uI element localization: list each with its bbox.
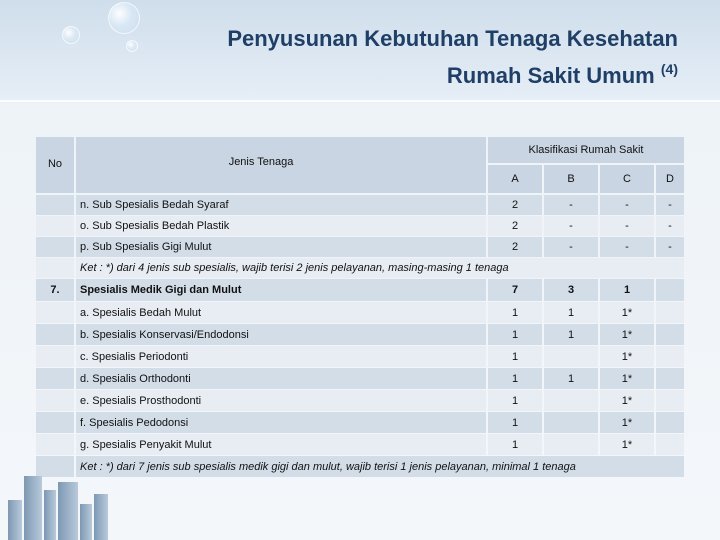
cell-no: [36, 258, 74, 278]
cell-c: -: [600, 237, 654, 257]
cell-d: [656, 434, 684, 455]
cell-b: 1: [544, 324, 598, 345]
cell-jenis: f. Spesialis Pedodonsi: [76, 412, 486, 433]
cell-no: [36, 324, 74, 345]
table-row: [36, 302, 684, 323]
cell-b: [544, 434, 598, 455]
header-divider: [0, 100, 720, 102]
header-c: C: [600, 165, 654, 193]
cell-a: 1: [488, 368, 542, 389]
cell-d: [656, 346, 684, 367]
cell-d: [656, 368, 684, 389]
cell-jenis: Spesialis Medik Gigi dan Mulut: [76, 279, 486, 301]
cell-c: -: [600, 216, 654, 236]
cell-jenis: d. Spesialis Orthodonti: [76, 368, 486, 389]
title-line-1: Penyusunan Kebutuhan Tenaga Kesehatan: [227, 26, 678, 51]
cell-b: 1: [544, 302, 598, 323]
title-line-2: [227, 54, 678, 91]
table-group-row: [36, 279, 684, 301]
cell-a: 1: [488, 412, 542, 433]
cell-b: -: [544, 237, 598, 257]
cell-no: [36, 195, 74, 215]
table-row: [36, 195, 684, 215]
page-title: [227, 24, 678, 91]
cell-no: [36, 412, 74, 433]
cell-d: -: [656, 195, 684, 215]
cell-d: [656, 302, 684, 323]
cell-a: 2: [488, 216, 542, 236]
cell-a: 1: [488, 434, 542, 455]
header-a: A: [488, 165, 542, 193]
table-row: [36, 237, 684, 257]
header-no: No: [36, 137, 74, 193]
bubble-decoration: [108, 2, 140, 34]
title-line-2-text: Rumah Sakit Umum: [446, 63, 655, 88]
cell-d: [656, 390, 684, 411]
cell-d: [656, 279, 684, 301]
cell-c: 1*: [600, 346, 654, 367]
table-row: [36, 434, 684, 455]
table-row: [36, 390, 684, 411]
note-text: Ket : *) dari 4 jenis sub spesialis, wajib terisi 2 jenis pelayanan, masing-masing 1 tenaga: [76, 258, 684, 278]
cell-no: [36, 346, 74, 367]
header-d: D: [656, 165, 684, 193]
header-jenis: Jenis Tenaga: [76, 137, 486, 193]
cell-b: [544, 412, 598, 433]
cell-a: 1: [488, 390, 542, 411]
table-row: [36, 368, 684, 389]
cell-c: 1*: [600, 412, 654, 433]
cell-b: -: [544, 216, 598, 236]
cell-d: -: [656, 237, 684, 257]
cell-a: 1: [488, 346, 542, 367]
cell-jenis: a. Spesialis Bedah Mulut: [76, 302, 486, 323]
table-row: [36, 324, 684, 345]
cell-b: 3: [544, 279, 598, 301]
cell-no: [36, 434, 74, 455]
cell-d: [656, 324, 684, 345]
header-b: B: [544, 165, 598, 193]
cell-a: 2: [488, 237, 542, 257]
cell-jenis: p. Sub Spesialis Gigi Mulut: [76, 237, 486, 257]
cell-no: [36, 237, 74, 257]
table-header: [36, 137, 684, 193]
city-skyline-decoration: [0, 470, 110, 540]
cell-b: [544, 390, 598, 411]
cell-no: [36, 368, 74, 389]
cell-no: [36, 302, 74, 323]
cell-no: [36, 390, 74, 411]
cell-b: [544, 346, 598, 367]
cell-jenis: c. Spesialis Periodonti: [76, 346, 486, 367]
table-note-row: [36, 456, 684, 477]
cell-a: 1: [488, 324, 542, 345]
title-superscript: (4): [660, 61, 678, 77]
cell-d: -: [656, 216, 684, 236]
cell-jenis: g. Spesialis Penyakit Mulut: [76, 434, 486, 455]
table-row: [36, 412, 684, 433]
cell-a: 1: [488, 302, 542, 323]
cell-no: [36, 216, 74, 236]
bubble-decoration: [126, 40, 138, 52]
cell-c: 1*: [600, 434, 654, 455]
cell-a: 7: [488, 279, 542, 301]
cell-jenis: n. Sub Spesialis Bedah Syaraf: [76, 195, 486, 215]
header-klasifikasi: Klasifikasi Rumah Sakit: [488, 137, 684, 163]
note-text: Ket : *) dari 7 jenis sub spesialis medik gigi dan mulut, wajib terisi 1 jenis pelayanan, minimal 1 tenaga: [76, 456, 684, 477]
bubble-decoration: [62, 26, 80, 44]
cell-jenis: b. Spesialis Konservasi/Endodonsi: [76, 324, 486, 345]
table-row: [36, 216, 684, 236]
cell-jenis: e. Spesialis Prosthodonti: [76, 390, 486, 411]
table-row: [36, 346, 684, 367]
cell-c: 1*: [600, 368, 654, 389]
cell-jenis: o. Sub Spesialis Bedah Plastik: [76, 216, 486, 236]
cell-c: 1: [600, 279, 654, 301]
cell-c: 1*: [600, 324, 654, 345]
cell-b: -: [544, 195, 598, 215]
cell-b: 1: [544, 368, 598, 389]
cell-d: [656, 412, 684, 433]
cell-c: 1*: [600, 302, 654, 323]
cell-no: 7.: [36, 279, 74, 301]
cell-c: -: [600, 195, 654, 215]
cell-c: 1*: [600, 390, 654, 411]
staffing-table: [36, 137, 684, 477]
cell-a: 2: [488, 195, 542, 215]
table-note-row: [36, 258, 684, 278]
